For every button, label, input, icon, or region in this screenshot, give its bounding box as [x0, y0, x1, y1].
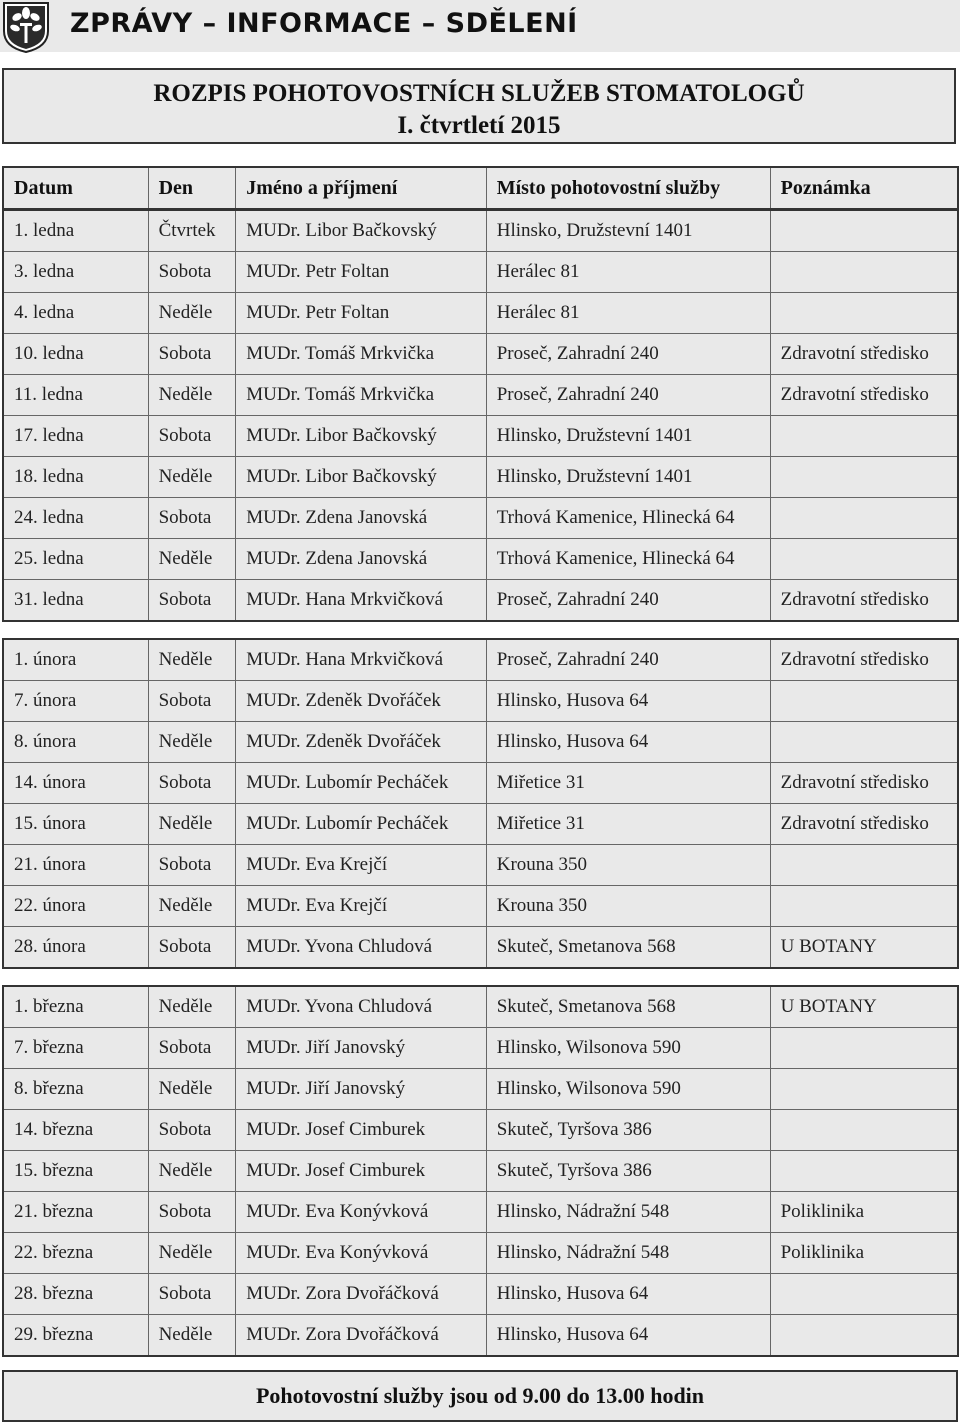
dentist-name-cell: MUDr. Libor Bačkovský	[236, 210, 486, 252]
day-cell: Sobota	[148, 927, 236, 969]
day-cell: Neděle	[148, 722, 236, 763]
dentist-name-cell: MUDr. Josef Cimburek	[236, 1151, 486, 1192]
date-cell: 25. ledna	[3, 539, 148, 580]
day-cell: Sobota	[148, 252, 236, 293]
location-cell: Krouna 350	[486, 845, 770, 886]
header-bar	[0, 0, 960, 52]
note-cell	[770, 1028, 958, 1069]
location-cell: Hlinsko, Husova 64	[486, 681, 770, 722]
table-row	[3, 416, 958, 457]
note-cell: Zdravotní středisko	[770, 375, 958, 416]
note-cell: U BOTANY	[770, 927, 958, 969]
dentist-name-cell: MUDr. Jiří Janovský	[236, 1028, 486, 1069]
dentist-name-cell: MUDr. Hana Mrkvičková	[236, 639, 486, 681]
dentist-name-cell: MUDr. Yvona Chludová	[236, 986, 486, 1028]
location-cell: Proseč, Zahradní 240	[486, 580, 770, 622]
note-cell	[770, 845, 958, 886]
location-cell: Hlinsko, Družstevní 1401	[486, 416, 770, 457]
date-cell: 4. ledna	[3, 293, 148, 334]
note-cell	[770, 1069, 958, 1110]
date-cell: 8. února	[3, 722, 148, 763]
location-cell: Hlinsko, Nádražní 548	[486, 1233, 770, 1274]
note-cell: Zdravotní středisko	[770, 334, 958, 375]
note-cell	[770, 1151, 958, 1192]
table-row	[3, 1151, 958, 1192]
title-line-1: ROZPIS POHOTOVOSTNÍCH SLUŽEB STOMATOLOGŮ	[153, 80, 805, 107]
date-cell: 14. března	[3, 1110, 148, 1151]
note-cell	[770, 498, 958, 539]
location-cell: Skuteč, Smetanova 568	[486, 927, 770, 969]
day-cell: Neděle	[148, 1069, 236, 1110]
dentist-name-cell: MUDr. Yvona Chludová	[236, 927, 486, 969]
location-cell: Hlinsko, Nádražní 548	[486, 1192, 770, 1233]
note-cell: Poliklinika	[770, 1192, 958, 1233]
note-cell: U BOTANY	[770, 986, 958, 1028]
location-cell: Hlinsko, Husova 64	[486, 1315, 770, 1357]
dentist-name-cell: MUDr. Zdena Janovská	[236, 498, 486, 539]
dentist-name-cell: MUDr. Zora Dvořáčková	[236, 1315, 486, 1357]
date-cell: 7. března	[3, 1028, 148, 1069]
table-row	[3, 681, 958, 722]
day-cell: Sobota	[148, 416, 236, 457]
date-cell: 31. ledna	[3, 580, 148, 622]
date-cell: 1. ledna	[3, 210, 148, 252]
dentist-name-cell: MUDr. Zora Dvořáčková	[236, 1274, 486, 1315]
date-cell: 15. února	[3, 804, 148, 845]
table-row	[3, 498, 958, 539]
location-cell: Hlinsko, Družstevní 1401	[486, 457, 770, 498]
day-cell: Sobota	[148, 334, 236, 375]
table-row	[3, 1274, 958, 1315]
note-cell	[770, 1315, 958, 1357]
day-cell: Neděle	[148, 375, 236, 416]
dentist-name-cell: MUDr. Zdena Janovská	[236, 539, 486, 580]
location-cell: Skuteč, Tyršova 386	[486, 1151, 770, 1192]
location-cell: Hlinsko, Družstevní 1401	[486, 210, 770, 252]
header-misto: Místo pohotovostní služby	[486, 167, 770, 209]
note-cell	[770, 886, 958, 927]
note-cell	[770, 681, 958, 722]
location-cell: Herálec 81	[486, 252, 770, 293]
note-cell: Zdravotní středisko	[770, 639, 958, 681]
day-cell: Neděle	[148, 293, 236, 334]
day-cell: Čtvrtek	[148, 210, 236, 252]
day-cell: Sobota	[148, 498, 236, 539]
table-row	[3, 1233, 958, 1274]
day-cell: Sobota	[148, 1110, 236, 1151]
dentist-name-cell: MUDr. Eva Konývková	[236, 1192, 486, 1233]
location-cell: Skuteč, Smetanova 568	[486, 986, 770, 1028]
day-cell: Neděle	[148, 639, 236, 681]
header-poznamka: Poznámka	[770, 167, 958, 209]
date-cell: 15. března	[3, 1151, 148, 1192]
dentist-name-cell: MUDr. Jiří Janovský	[236, 1069, 486, 1110]
note-cell	[770, 210, 958, 252]
location-cell: Hlinsko, Husova 64	[486, 1274, 770, 1315]
table-row	[3, 804, 958, 845]
table-row	[3, 1069, 958, 1110]
location-cell: Herálec 81	[486, 293, 770, 334]
day-cell: Sobota	[148, 845, 236, 886]
location-cell: Hlinsko, Wilsonova 590	[486, 1028, 770, 1069]
day-cell: Sobota	[148, 580, 236, 622]
dentist-name-cell: MUDr. Lubomír Pecháček	[236, 804, 486, 845]
dentist-name-cell: MUDr. Tomáš Mrkvička	[236, 375, 486, 416]
table-row	[3, 886, 958, 927]
coat-of-arms-logo	[2, 1, 50, 53]
note-cell	[770, 1110, 958, 1151]
date-cell: 14. února	[3, 763, 148, 804]
header-datum: Datum	[3, 167, 148, 209]
dentist-name-cell: MUDr. Libor Bačkovský	[236, 416, 486, 457]
table-row	[3, 334, 958, 375]
day-cell: Neděle	[148, 457, 236, 498]
day-cell: Sobota	[148, 1028, 236, 1069]
dentist-name-cell: MUDr. Josef Cimburek	[236, 1110, 486, 1151]
dentist-name-cell: MUDr. Zdeněk Dvořáček	[236, 681, 486, 722]
note-cell	[770, 252, 958, 293]
table-row	[3, 1192, 958, 1233]
header-jmeno: Jméno a příjmení	[236, 167, 486, 209]
section-title: ZPRÁVY – INFORMACE – SDĚLENÍ	[70, 8, 578, 39]
day-cell: Neděle	[148, 1233, 236, 1274]
date-cell: 17. ledna	[3, 416, 148, 457]
note-cell: Zdravotní středisko	[770, 804, 958, 845]
date-cell: 24. ledna	[3, 498, 148, 539]
date-cell: 28. března	[3, 1274, 148, 1315]
note-cell	[770, 293, 958, 334]
dentist-name-cell: MUDr. Petr Foltan	[236, 293, 486, 334]
dentist-name-cell: MUDr. Libor Bačkovský	[236, 457, 486, 498]
date-cell: 28. února	[3, 927, 148, 969]
day-cell: Sobota	[148, 1192, 236, 1233]
table-row	[3, 1028, 958, 1069]
note-cell: Poliklinika	[770, 1233, 958, 1274]
date-cell: 29. března	[3, 1315, 148, 1357]
location-cell: Miřetice 31	[486, 763, 770, 804]
location-cell: Hlinsko, Husova 64	[486, 722, 770, 763]
note-cell	[770, 1274, 958, 1315]
table-row	[3, 845, 958, 886]
date-cell: 3. ledna	[3, 252, 148, 293]
note-cell	[770, 457, 958, 498]
dentist-name-cell: MUDr. Lubomír Pecháček	[236, 763, 486, 804]
note-cell: Zdravotní středisko	[770, 580, 958, 622]
column-header-row	[3, 167, 958, 209]
table-row	[3, 986, 958, 1028]
day-cell: Neděle	[148, 1151, 236, 1192]
schedule-table-january	[2, 209, 959, 622]
table-row	[3, 375, 958, 416]
day-cell: Neděle	[148, 1315, 236, 1357]
dentist-name-cell: MUDr. Hana Mrkvičková	[236, 580, 486, 622]
day-cell: Sobota	[148, 763, 236, 804]
day-cell: Neděle	[148, 539, 236, 580]
location-cell: Trhová Kamenice, Hlinecká 64	[486, 539, 770, 580]
table-row	[3, 210, 958, 252]
day-cell: Neděle	[148, 986, 236, 1028]
dentist-name-cell: MUDr. Zdeněk Dvořáček	[236, 722, 486, 763]
table-row	[3, 1110, 958, 1151]
date-cell: 8. března	[3, 1069, 148, 1110]
date-cell: 18. ledna	[3, 457, 148, 498]
table-row	[3, 1315, 958, 1357]
table-row	[3, 457, 958, 498]
date-cell: 21. února	[3, 845, 148, 886]
date-cell: 22. března	[3, 1233, 148, 1274]
table-row	[3, 580, 958, 622]
schedule-table-february	[2, 638, 959, 969]
location-cell: Hlinsko, Wilsonova 590	[486, 1069, 770, 1110]
date-cell: 1. února	[3, 639, 148, 681]
table-row	[3, 722, 958, 763]
date-cell: 10. ledna	[3, 334, 148, 375]
header-den: Den	[148, 167, 236, 209]
table-row	[3, 252, 958, 293]
document-title	[2, 68, 956, 144]
location-cell: Skuteč, Tyršova 386	[486, 1110, 770, 1151]
date-cell: 11. ledna	[3, 375, 148, 416]
table-row	[3, 639, 958, 681]
dentist-name-cell: MUDr. Petr Foltan	[236, 252, 486, 293]
date-cell: 7. února	[3, 681, 148, 722]
dentist-name-cell: MUDr. Tomáš Mrkvička	[236, 334, 486, 375]
title-line-2: I. čtvrtletí 2015	[397, 112, 561, 139]
dentist-name-cell: MUDr. Eva Krejčí	[236, 886, 486, 927]
location-cell: Trhová Kamenice, Hlinecká 64	[486, 498, 770, 539]
date-cell: 21. března	[3, 1192, 148, 1233]
column-header-table	[2, 166, 959, 210]
location-cell: Miřetice 31	[486, 804, 770, 845]
location-cell: Krouna 350	[486, 886, 770, 927]
table-row	[3, 927, 958, 969]
day-cell: Neděle	[148, 804, 236, 845]
note-cell	[770, 722, 958, 763]
dentist-name-cell: MUDr. Eva Krejčí	[236, 845, 486, 886]
day-cell: Sobota	[148, 681, 236, 722]
note-cell: Zdravotní středisko	[770, 763, 958, 804]
day-cell: Neděle	[148, 886, 236, 927]
service-hours-note: Pohotovostní služby jsou od 9.00 do 13.00 hodin	[2, 1370, 958, 1422]
dentist-name-cell: MUDr. Eva Konývková	[236, 1233, 486, 1274]
date-cell: 1. března	[3, 986, 148, 1028]
note-cell	[770, 416, 958, 457]
location-cell: Proseč, Zahradní 240	[486, 334, 770, 375]
table-row	[3, 293, 958, 334]
location-cell: Proseč, Zahradní 240	[486, 639, 770, 681]
day-cell: Sobota	[148, 1274, 236, 1315]
location-cell: Proseč, Zahradní 240	[486, 375, 770, 416]
schedule-table-march	[2, 985, 959, 1357]
table-row	[3, 763, 958, 804]
note-cell	[770, 539, 958, 580]
date-cell: 22. února	[3, 886, 148, 927]
table-row	[3, 539, 958, 580]
